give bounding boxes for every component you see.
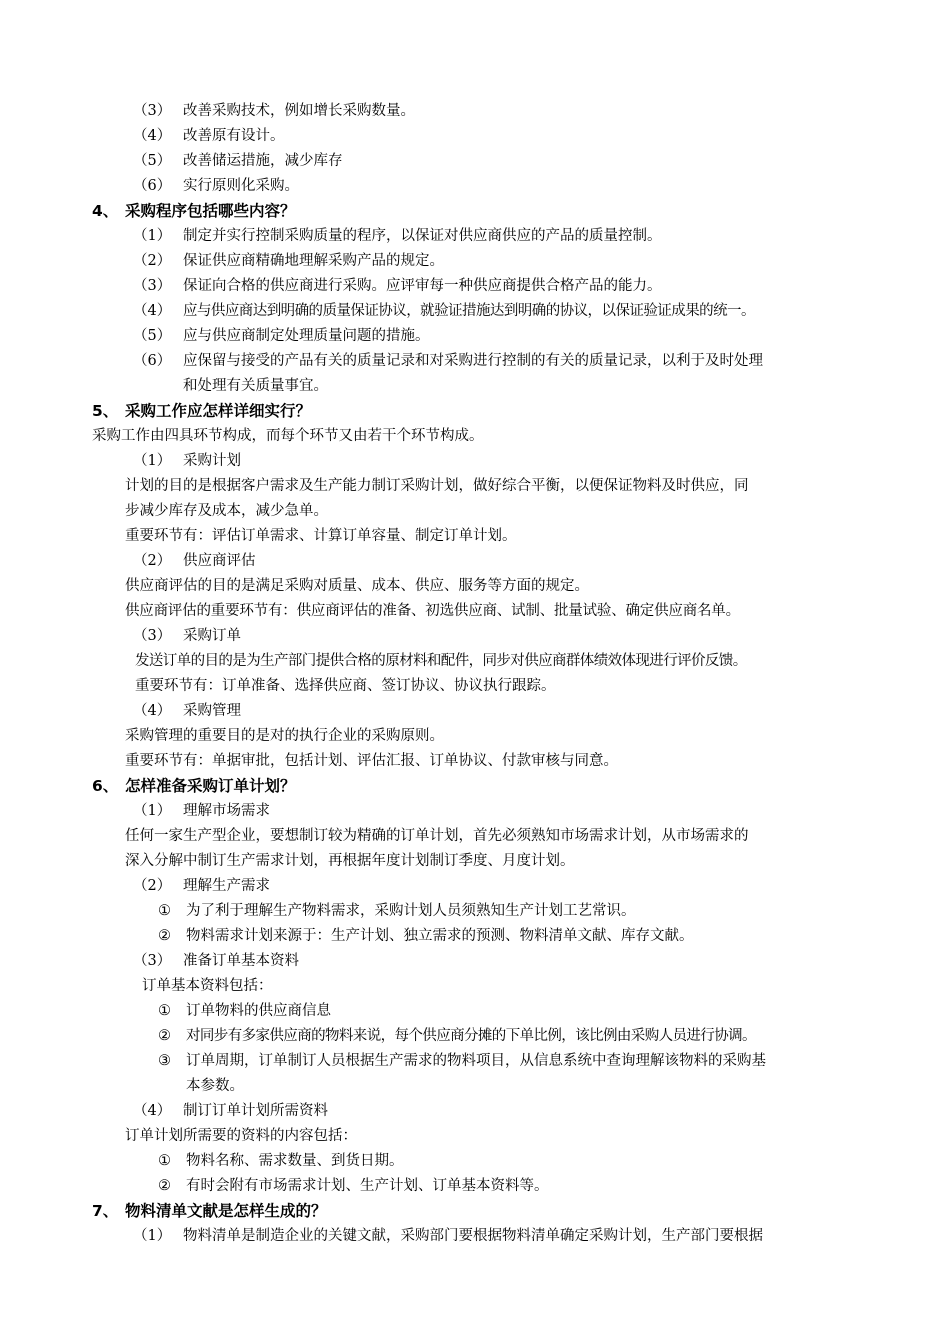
paragraph: 重要环节有：单据审批，包括计划、评估汇报、订单协议、付款审核与同意。 xyxy=(125,753,618,769)
list-item: ① 物料名称、需求数量、到货日期。 xyxy=(158,1153,404,1169)
list-item: （6） 实行原则化采购。 xyxy=(133,178,299,194)
list-item: （4） 改善原有设计。 xyxy=(133,128,285,144)
list-item: ② 有时会附有市场需求计划、生产计划、订单基本资料等。 xyxy=(158,1178,549,1194)
sub-heading: （4） 制订订单计划所需资料 xyxy=(133,1103,328,1119)
sub-heading: （2） 理解生产需求 xyxy=(133,878,270,894)
paragraph: 订单计划所需要的资料的内容包括： xyxy=(125,1128,357,1144)
paragraph: 重要环节有：评估订单需求、计算订单容量、制定订单计划。 xyxy=(125,528,517,544)
list-item-continuation: 和处理有关质量事宜。 xyxy=(183,378,328,394)
sub-heading: （3） 准备订单基本资料 xyxy=(133,953,299,969)
paragraph: 订单基本资料包括： xyxy=(142,978,273,994)
list-item: （1） 制定并实行控制采购质量的程序，以保证对供应商供应的产品的质量控制。 xyxy=(133,228,662,244)
sub-heading: （3） 采购订单 xyxy=(133,628,241,644)
list-item: ③ 订单周期，订单制订人员根据生产需求的物料项目，从信息系统中查询理解该物料的采购基 xyxy=(158,1053,766,1069)
list-item: （5） 应与供应商制定处理质量问题的措施。 xyxy=(133,328,430,344)
paragraph: 发送订单的目的是为生产部门提供合格的原材料和配件，同步对供应商群体绩效体现进行评价反馈。 xyxy=(135,653,747,669)
paragraph: 供应商评估的目的是满足采购对质量、成本、供应、服务等方面的规定。 xyxy=(125,578,589,594)
section-heading: 6、 怎样准备采购订单计划？ xyxy=(92,777,296,795)
list-item: ② 物料需求计划来源于：生产计划、独立需求的预测、物料清单文献、库存文献。 xyxy=(158,928,694,944)
sub-heading: （4） 采购管理 xyxy=(133,703,241,719)
list-item: （3） 保证向合格的供应商进行采购。应评审每一种供应商提供合格产品的能力。 xyxy=(133,278,662,294)
list-item: ① 为了利于理解生产物料需求，采购计划人员须熟知生产计划工艺常识。 xyxy=(158,903,636,919)
list-item-continuation: 本参数。 xyxy=(186,1078,244,1094)
section-heading: 4、 采购程序包括哪些内容？ xyxy=(92,202,296,220)
list-item: （5） 改善储运措施，减少库存 xyxy=(133,153,343,169)
sub-heading: （1） 理解市场需求 xyxy=(133,803,270,819)
paragraph: 任何一家生产型企业，要想制订较为精确的订单计划，首先必须熟知市场需求计划，从市场需求的 xyxy=(125,828,749,844)
paragraph: 重要环节有：订单准备、选择供应商、签订协议、协议执行跟踪。 xyxy=(135,678,556,694)
paragraph: 采购管理的重要目的是对的执行企业的采购原则。 xyxy=(125,728,444,744)
list-item: ② 对同步有多家供应商的物料来说，每个供应商分摊的下单比例，该比例由采购人员进行协调。 xyxy=(158,1028,756,1044)
list-item: （4） 应与供应商达到明确的质量保证协议，就验证措施达到明确的协议，以保证验证成果的统一。 xyxy=(133,303,755,319)
sub-heading: （1） 采购计划 xyxy=(133,453,241,469)
list-item: （6） 应保留与接受的产品有关的质量记录和对采购进行控制的有关的质量记录，以利于及时处理 xyxy=(133,353,763,369)
list-item: ① 订单物料的供应商信息 xyxy=(158,1003,331,1019)
paragraph: 步减少库存及成本，减少急单。 xyxy=(125,503,328,519)
paragraph: 采购工作由四具环节构成，而每个环节又由若干个环节构成。 xyxy=(92,428,484,444)
section-heading: 5、 采购工作应怎样详细实行？ xyxy=(92,402,312,420)
section-heading: 7、 物料清单文献是怎样生成的？ xyxy=(92,1202,327,1220)
paragraph: 供应商评估的重要环节有：供应商评估的准备、初选供应商、试制、批量试验、确定供应商名单。 xyxy=(125,603,740,619)
paragraph: 计划的目的是根据客户需求及生产能力制订采购计划，做好综合平衡，以便保证物料及时供应，同 xyxy=(125,478,749,494)
list-item: （1） 物料清单是制造企业的关键文献，采购部门要根据物料清单确定采购计划，生产部门要根据 xyxy=(133,1228,763,1244)
sub-heading: （2） 供应商评估 xyxy=(133,553,256,569)
paragraph: 深入分解中制订生产需求计划，再根据年度计划制订季度、月度计划。 xyxy=(125,853,575,869)
list-item: （2） 保证供应商精确地理解采购产品的规定。 xyxy=(133,253,444,269)
list-item: （3） 改善采购技术，例如增长采购数量。 xyxy=(133,103,415,119)
